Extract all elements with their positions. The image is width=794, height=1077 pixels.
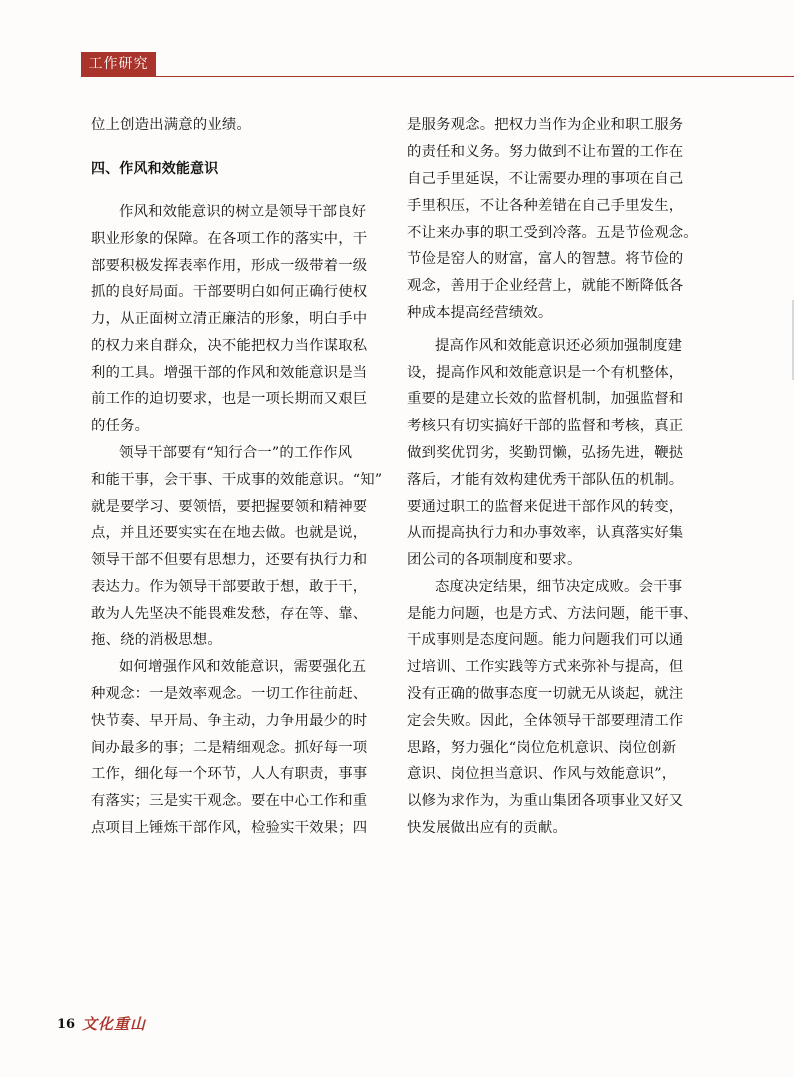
section-tag: 工作研究 <box>81 52 156 76</box>
text-line: 前工作的迫切要求，也是一项长期而又艰巨 <box>91 391 368 407</box>
text-line: 的责任和义务。努力做到不让布置的工作在 <box>407 144 684 160</box>
text-line: 要通过职工的监督来促进干部作风的转变， <box>407 499 684 515</box>
text-line: 领导干部要有“知行合一”的工作作风 <box>119 445 353 461</box>
text-line: 落后，才能有效构建优秀干部队伍的机制。 <box>407 472 684 488</box>
text-line: 节俭是窑人的财富，富人的智慧。将节俭的 <box>407 251 684 267</box>
text-line: 如何增强作风和效能意识，需要强化五 <box>119 659 367 675</box>
text-line: 的任务。 <box>91 418 150 434</box>
text-line: 就是要学习、要领悟，要把握要领和精神要 <box>91 499 368 515</box>
text-line: 间办最多的事；二是精细观念。抓好每一项 <box>91 740 368 756</box>
text-line: 不让来办事的职工受到冷落。五是节俭观念。 <box>407 225 698 241</box>
text-line: 部要积极发挥表率作用，形成一级带着一级 <box>91 258 368 274</box>
text-line: 拖、绕的消极思想。 <box>91 632 222 648</box>
text-line: 职业形象的保障。在各项工作的落实中，干 <box>91 231 368 247</box>
text-line: 的权力来自群众，决不能把权力当作谋取私 <box>91 338 368 354</box>
text-line: 从而提高执行力和办事效率，认真落实好集 <box>407 525 684 541</box>
text-line: 重要的是建立长效的监督机制，加强监督和 <box>407 391 684 407</box>
text-line: 敢为人先坚决不能畏难发愁，存在等、靠、 <box>91 606 368 622</box>
text-line: 利的工具。增强干部的作风和效能意识是当 <box>91 365 368 381</box>
text-line: 过培训、工作实践等方式来弥补与提高，但 <box>407 659 684 675</box>
text-line: 抓的良好局面。干部要明白如何正确行使权 <box>91 284 368 300</box>
header-rule <box>81 52 794 77</box>
text-line: 和能干事，会干事、干成事的效能意识。“知” <box>91 472 383 488</box>
section-heading: 四、作风和效能意识 <box>91 161 219 177</box>
text-line: 位上创造出满意的业绩。 <box>91 117 251 133</box>
text-line: 观念，善用于企业经营上，就能不断降低各 <box>407 278 684 294</box>
text-line: 工作，细化每一个环节，人人有职责，事事 <box>91 766 368 782</box>
text-line: 提高作风和效能意识还必须加强制度建 <box>435 338 683 354</box>
text-line: 是能力问题，也是方式、方法问题，能干事、 <box>407 606 698 622</box>
text-line: 思路，努力强化“岗位危机意识、岗位创新 <box>407 740 677 756</box>
text-line: 力，从正面树立清正廉洁的形象，明白手中 <box>91 311 368 327</box>
text-line: 种观念：一是效率观念。一切工作往前赶、 <box>91 686 368 702</box>
text-line: 领导干部不但要有思想力，还要有执行力和 <box>91 552 368 568</box>
text-line: 作风和效能意识的树立是领导干部良好 <box>119 204 367 220</box>
text-line: 考核只有切实搞好干部的监督和考核，真正 <box>407 418 684 434</box>
text-line: 干成事则是态度问题。能力问题我们可以通 <box>407 632 684 648</box>
text-line: 意识、岗位担当意识、作风与效能意识”， <box>407 766 677 782</box>
text-line: 有落实；三是实干观念。要在中心工作和重 <box>91 793 368 809</box>
text-line: 表达力。作为领导干部要敢于想，敢于干， <box>91 579 368 595</box>
text-line: 点项目上锤炼干部作风，检验实干效果；四 <box>91 820 368 836</box>
text-line: 快发展做出应有的贡献。 <box>407 820 567 836</box>
page-number: 16 <box>57 1017 76 1032</box>
text-line: 种成本提高经营绩效。 <box>407 305 553 321</box>
text-line: 定会失败。因此，全体领导干部要理清工作 <box>407 713 684 729</box>
text-line: 手里积压，不让各种差错在自己手里发生， <box>407 198 684 214</box>
text-line: 做到奖优罚劣，奖勤罚懒，弘扬先进，鞭挞 <box>407 445 684 461</box>
text-line: 设，提高作风和效能意识是一个有机整体， <box>407 365 684 381</box>
text-line: 是服务观念。把权力当作为企业和职工服务 <box>407 117 684 133</box>
text-line: 快节奏、早开局、争主动，力争用最少的时 <box>91 713 368 729</box>
text-line: 态度决定结果，细节决定成败。会干事 <box>435 579 683 595</box>
text-line: 团公司的各项制度和要求。 <box>407 552 582 568</box>
text-line: 没有正确的做事态度一切就无从谈起，就注 <box>407 686 684 702</box>
magazine-logo: 文化重山 <box>82 1015 147 1033</box>
text-line: 自己手里延误，不让需要办理的事项在自己 <box>407 171 684 187</box>
text-line: 点，并且还要实实在在地去做。也就是说， <box>91 525 368 541</box>
text-line: 以修为求作为，为重山集团各项事业又好又 <box>407 793 684 809</box>
